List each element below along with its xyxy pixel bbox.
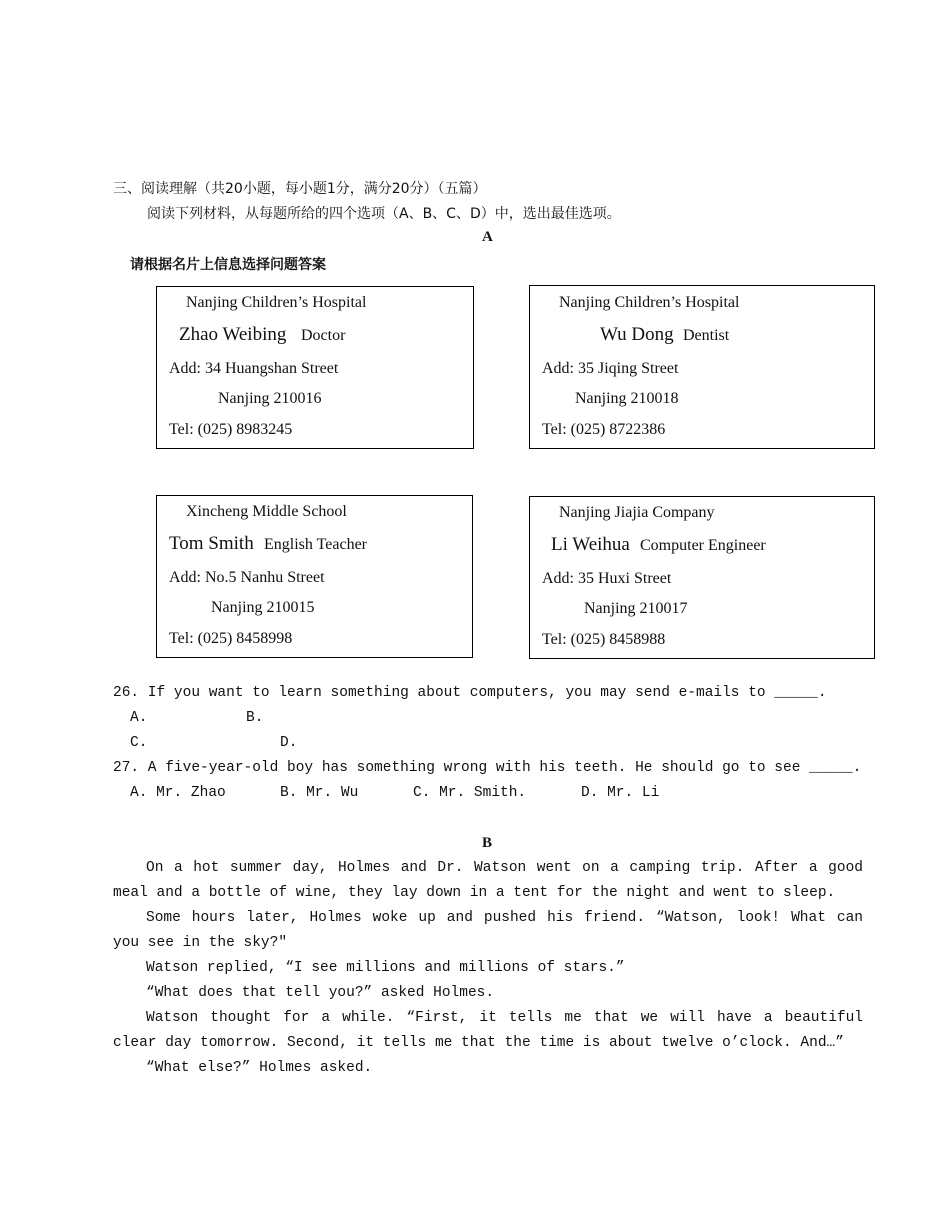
question-26-stem: 26. If you want to learn something about computers, you may send e-mails to _____.: [113, 685, 827, 701]
card-title: Doctor: [301, 327, 346, 344]
passage-paragraph: Watson replied, “I see millions and millions of stars.”: [146, 960, 625, 976]
card-name: Tom Smith: [169, 533, 254, 554]
card-tel: Tel: (025) 8458988: [542, 631, 666, 648]
question-26-option-d: D.: [280, 735, 298, 751]
section-title: 三、阅读理解（共20小题，每小题1分，满分20分）（五篇）: [113, 181, 487, 197]
section-instruction: 阅读下列材料，从每题所给的四个选项（A、B、C、D）中，选出最佳选项。: [147, 206, 621, 222]
question-26-option-c: C.: [130, 735, 148, 751]
passage-paragraph: “What else?” Holmes asked.: [146, 1060, 373, 1076]
question-27-option-d: D. Mr. Li: [581, 785, 660, 801]
question-27-option-a: A. Mr. Zhao: [130, 785, 226, 801]
business-card-wu: [529, 285, 875, 449]
question-27-option-c: C. Mr. Smith.: [413, 785, 527, 801]
part-a-prompt: 请根据名片上信息选择问题答案: [130, 257, 326, 273]
part-a-label: A: [482, 229, 493, 245]
business-card-zhao: [156, 286, 474, 449]
card-title: English Teacher: [264, 536, 367, 553]
card-address: Add: No.5 Nanhu Street: [169, 569, 325, 586]
card-tel: Tel: (025) 8983245: [169, 421, 293, 438]
part-b-label: B: [482, 835, 493, 851]
passage-paragraph: Watson thought for a while. “First, it tells me that we will have a beautiful clear day tomorrow. Second, it tells me that the time is about twelve o’clock. And…”: [113, 1010, 863, 1051]
passage-paragraph: On a hot summer day, Holmes and Dr. Watson went on a camping trip. After a good meal and a bottle of wine, they lay down in a tent for the night and went to sleep.: [113, 860, 863, 901]
card-address: Add: 35 Huxi Street: [542, 570, 672, 587]
question-27-stem: 27. A five-year-old boy has something wrong with his teeth. He should go to see _____.: [113, 760, 862, 776]
passage-paragraph: “What does that tell you?” asked Holmes.: [146, 985, 495, 1001]
card-org: Nanjing Jiajia Company: [559, 504, 715, 521]
card-org: Nanjing Children’s Hospital: [186, 294, 367, 311]
question-27-option-b: B. Mr. Wu: [280, 785, 359, 801]
card-city: Nanjing 210015: [211, 599, 315, 616]
card-city: Nanjing 210018: [575, 390, 679, 407]
card-title: Dentist: [683, 327, 730, 344]
card-city: Nanjing 210017: [584, 600, 688, 617]
card-name: Zhao Weibing: [179, 324, 287, 345]
card-title: Computer Engineer: [640, 537, 766, 554]
card-org: Xincheng Middle School: [186, 503, 347, 520]
card-city: Nanjing 210016: [218, 390, 322, 407]
card-name: Wu Dong: [600, 324, 674, 345]
business-card-smith: [156, 495, 473, 658]
card-tel: Tel: (025) 8458998: [169, 630, 293, 647]
card-address: Add: 34 Huangshan Street: [169, 360, 339, 377]
card-address: Add: 35 Jiqing Street: [542, 360, 679, 377]
question-26-option-b: B.: [246, 710, 264, 726]
card-org: Nanjing Children’s Hospital: [559, 294, 740, 311]
card-name: Li Weihua: [551, 534, 630, 555]
card-tel: Tel: (025) 8722386: [542, 421, 666, 438]
business-card-li: [529, 496, 875, 659]
question-26-option-a: A.: [130, 710, 148, 726]
passage-paragraph: Some hours later, Holmes woke up and pushed his friend. “Watson, look! What can you see in the sky?″: [113, 910, 863, 951]
